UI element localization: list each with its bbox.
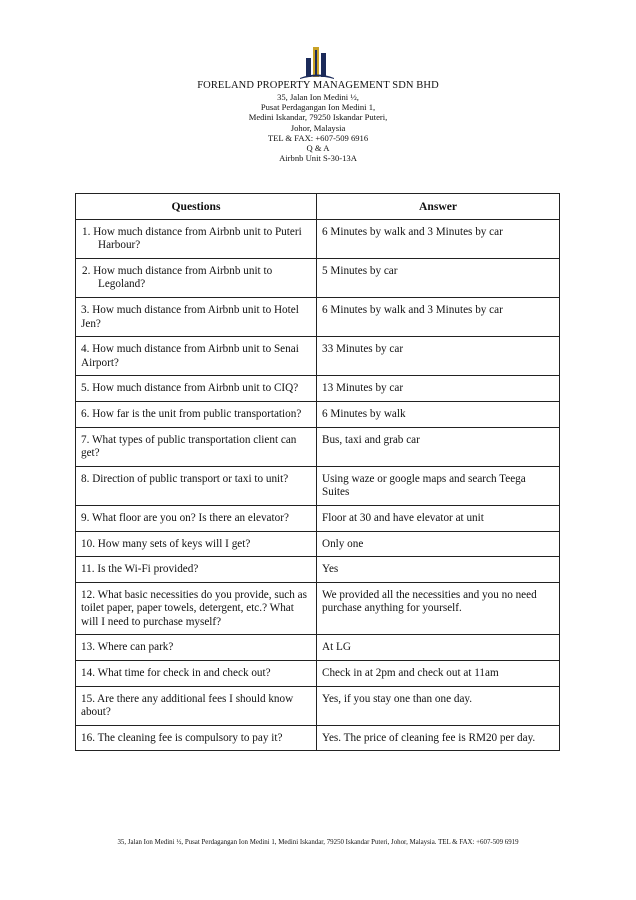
table-row [76,297,560,336]
question-cell: 4. How much distance from Airbnb unit to Senai Airport? [76,337,317,376]
table-row [76,427,560,466]
table-row [76,635,560,661]
table-header-row [76,194,560,220]
answer-cell: Yes [317,557,560,583]
question-cell: 11. Is the Wi-Fi provided? [76,557,317,583]
address-line-4: Johor, Malaysia [290,122,346,133]
answer-cell: 6 Minutes by walk and 3 Minutes by car [317,297,560,336]
answer-cell: Check in at 2pm and check out at 11am [317,661,560,687]
document-title: Q & A [306,143,330,154]
table-row [76,582,560,635]
qa-table [75,193,560,751]
question-cell: 16. The cleaning fee is compulsory to pay it? [76,725,317,751]
answer-cell: At LG [317,635,560,661]
table-row [76,376,560,402]
question-cell: 2. How much distance from Airbnb unit to Legoland? [76,258,317,297]
table-row [76,401,560,427]
question-cell: 9. What floor are you on? Is there an elevator? [76,505,317,531]
page-footer: 35, Jalan Ion Medini ½, Pusat Perdagangan Ion Medini 1, Medini Iskandar, 79250 Iskandar Puteri, Johor, Malaysia. TEL & FAX: +607-509 6919 [117,839,519,846]
address-line-3: Medini Iskandar, 79250 Iskandar Puteri, [248,112,388,123]
questions-header: Questions [76,194,317,220]
question-cell: 14. What time for check in and check out? [76,661,317,687]
table-row [76,505,560,531]
table-row [76,557,560,583]
table-row [76,725,560,751]
address-line-1: 35, Jalan Ion Medini ½, [277,92,359,102]
answer-cell: 13 Minutes by car [317,376,560,402]
address-line-2: Pusat Perdagangan Ion Medini 1, [260,102,376,113]
table-row [76,686,560,725]
question-cell: 8. Direction of public transport or taxi to unit? [76,466,317,505]
answer-cell: 33 Minutes by car [317,337,560,376]
answer-cell: We provided all the necessities and you no need purchase anything for yourself. [317,582,560,635]
answer-cell: Yes. The price of cleaning fee is RM20 per day. [317,725,560,751]
question-cell: 3. How much distance from Airbnb unit to Hotel Jen? [76,297,317,336]
answer-cell: Using waze or google maps and search Teega Suites [317,466,560,505]
answer-cell: Only one [317,531,560,557]
answer-cell: 6 Minutes by walk [317,401,560,427]
building-logo-icon [297,44,337,80]
question-cell: 10. How many sets of keys will I get? [76,531,317,557]
tel-fax: TEL & FAX: +607-509 6916 [267,132,369,143]
answer-header: Answer [317,194,560,220]
question-cell: 12. What basic necessities do you provide, such as toilet paper, paper towels, detergent, etc.? What will I need to purchase myself? [76,582,317,635]
letterhead [0,79,636,163]
table-row [76,258,560,297]
table-row [76,337,560,376]
answer-cell: Bus, taxi and grab car [317,427,560,466]
table-row [76,219,560,258]
table-row [76,466,560,505]
answer-cell: 5 Minutes by car [317,258,560,297]
question-cell: 6. How far is the unit from public transportation? [76,401,317,427]
question-cell: 13. Where can park? [76,635,317,661]
question-cell: 7. What types of public transportation client can get? [76,427,317,466]
unit-label: Airbnb Unit S-30-13A [279,153,357,164]
answer-cell: Yes, if you stay one than one day. [317,686,560,725]
logo-building-right [321,53,326,77]
answer-cell: 6 Minutes by walk and 3 Minutes by car [317,219,560,258]
answer-cell: Floor at 30 and have elevator at unit [317,505,560,531]
table-row [76,661,560,687]
company-name: FORELAND PROPERTY MANAGEMENT SDN BHD [197,80,439,91]
question-cell: 15. Are there any additional fees I should know about? [76,686,317,725]
question-cell: 5. How much distance from Airbnb unit to CIQ? [76,376,317,402]
question-cell: 1. How much distance from Airbnb unit to Puteri Harbour? [76,219,317,258]
logo-building-stripe [315,50,317,75]
logo-building-left [306,58,311,77]
table-row [76,531,560,557]
